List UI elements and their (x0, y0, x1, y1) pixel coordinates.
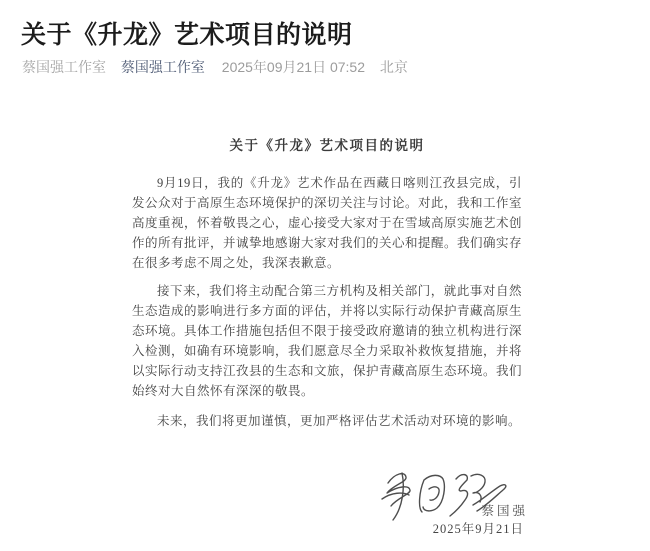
signature-printed-name: 蔡国强 (481, 504, 528, 518)
article-title: 关于《升龙》艺术项目的说明 (21, 21, 353, 49)
account-link[interactable]: 蔡国强工作室 (120, 59, 205, 75)
publish-datetime: 2025年09月21日 07:52 (221, 59, 365, 75)
byline-author: 蔡国强工作室 (22, 59, 106, 75)
statement-letter-image[interactable] (132, 136, 528, 537)
signature-block (132, 465, 528, 537)
letter-paragraph-1: 9月19日，我的《升龙》艺术作品在西藏日喀则江孜县完成，引发公众对于高原生态环境保护的深切关注与讨论。对此，我和工作室高度重视，怀着敬畏之心，虚心接受大家对于在雪域高原实施艺术创作的所有批评，并诚挚地感谢大家对我们的关心和提醒。我们确实存在很多考虑不周之处，我深表歉意。 (132, 176, 523, 270)
letter-title: 关于《升龙》艺术项目的说明 (229, 138, 425, 153)
byline (22, 57, 408, 77)
letter-paragraph-2: 接下来，我们将主动配合第三方机构及相关部门，就此事对自然生态造成的影响进行多方面的评估，并将以实际行动保护青藏高原生态环境。具体工作措施包括但不限于接受政府邀请的独立机构进行深入检测，如确有环境影响，我们愿意尽全力采取补救恢复措施，并将以实际行动支持江孜县的生态和文旅，保护青藏高原生态环境。我们始终对大自然怀有深深的敬畏。 (132, 284, 523, 398)
publish-location: 北京 (379, 59, 408, 75)
letter-paragraph-3: 未来，我们将更加谨慎，更加严格评估艺术活动对环境的影响。 (157, 414, 522, 428)
signature-date: 2025年9月21日 (432, 522, 524, 536)
